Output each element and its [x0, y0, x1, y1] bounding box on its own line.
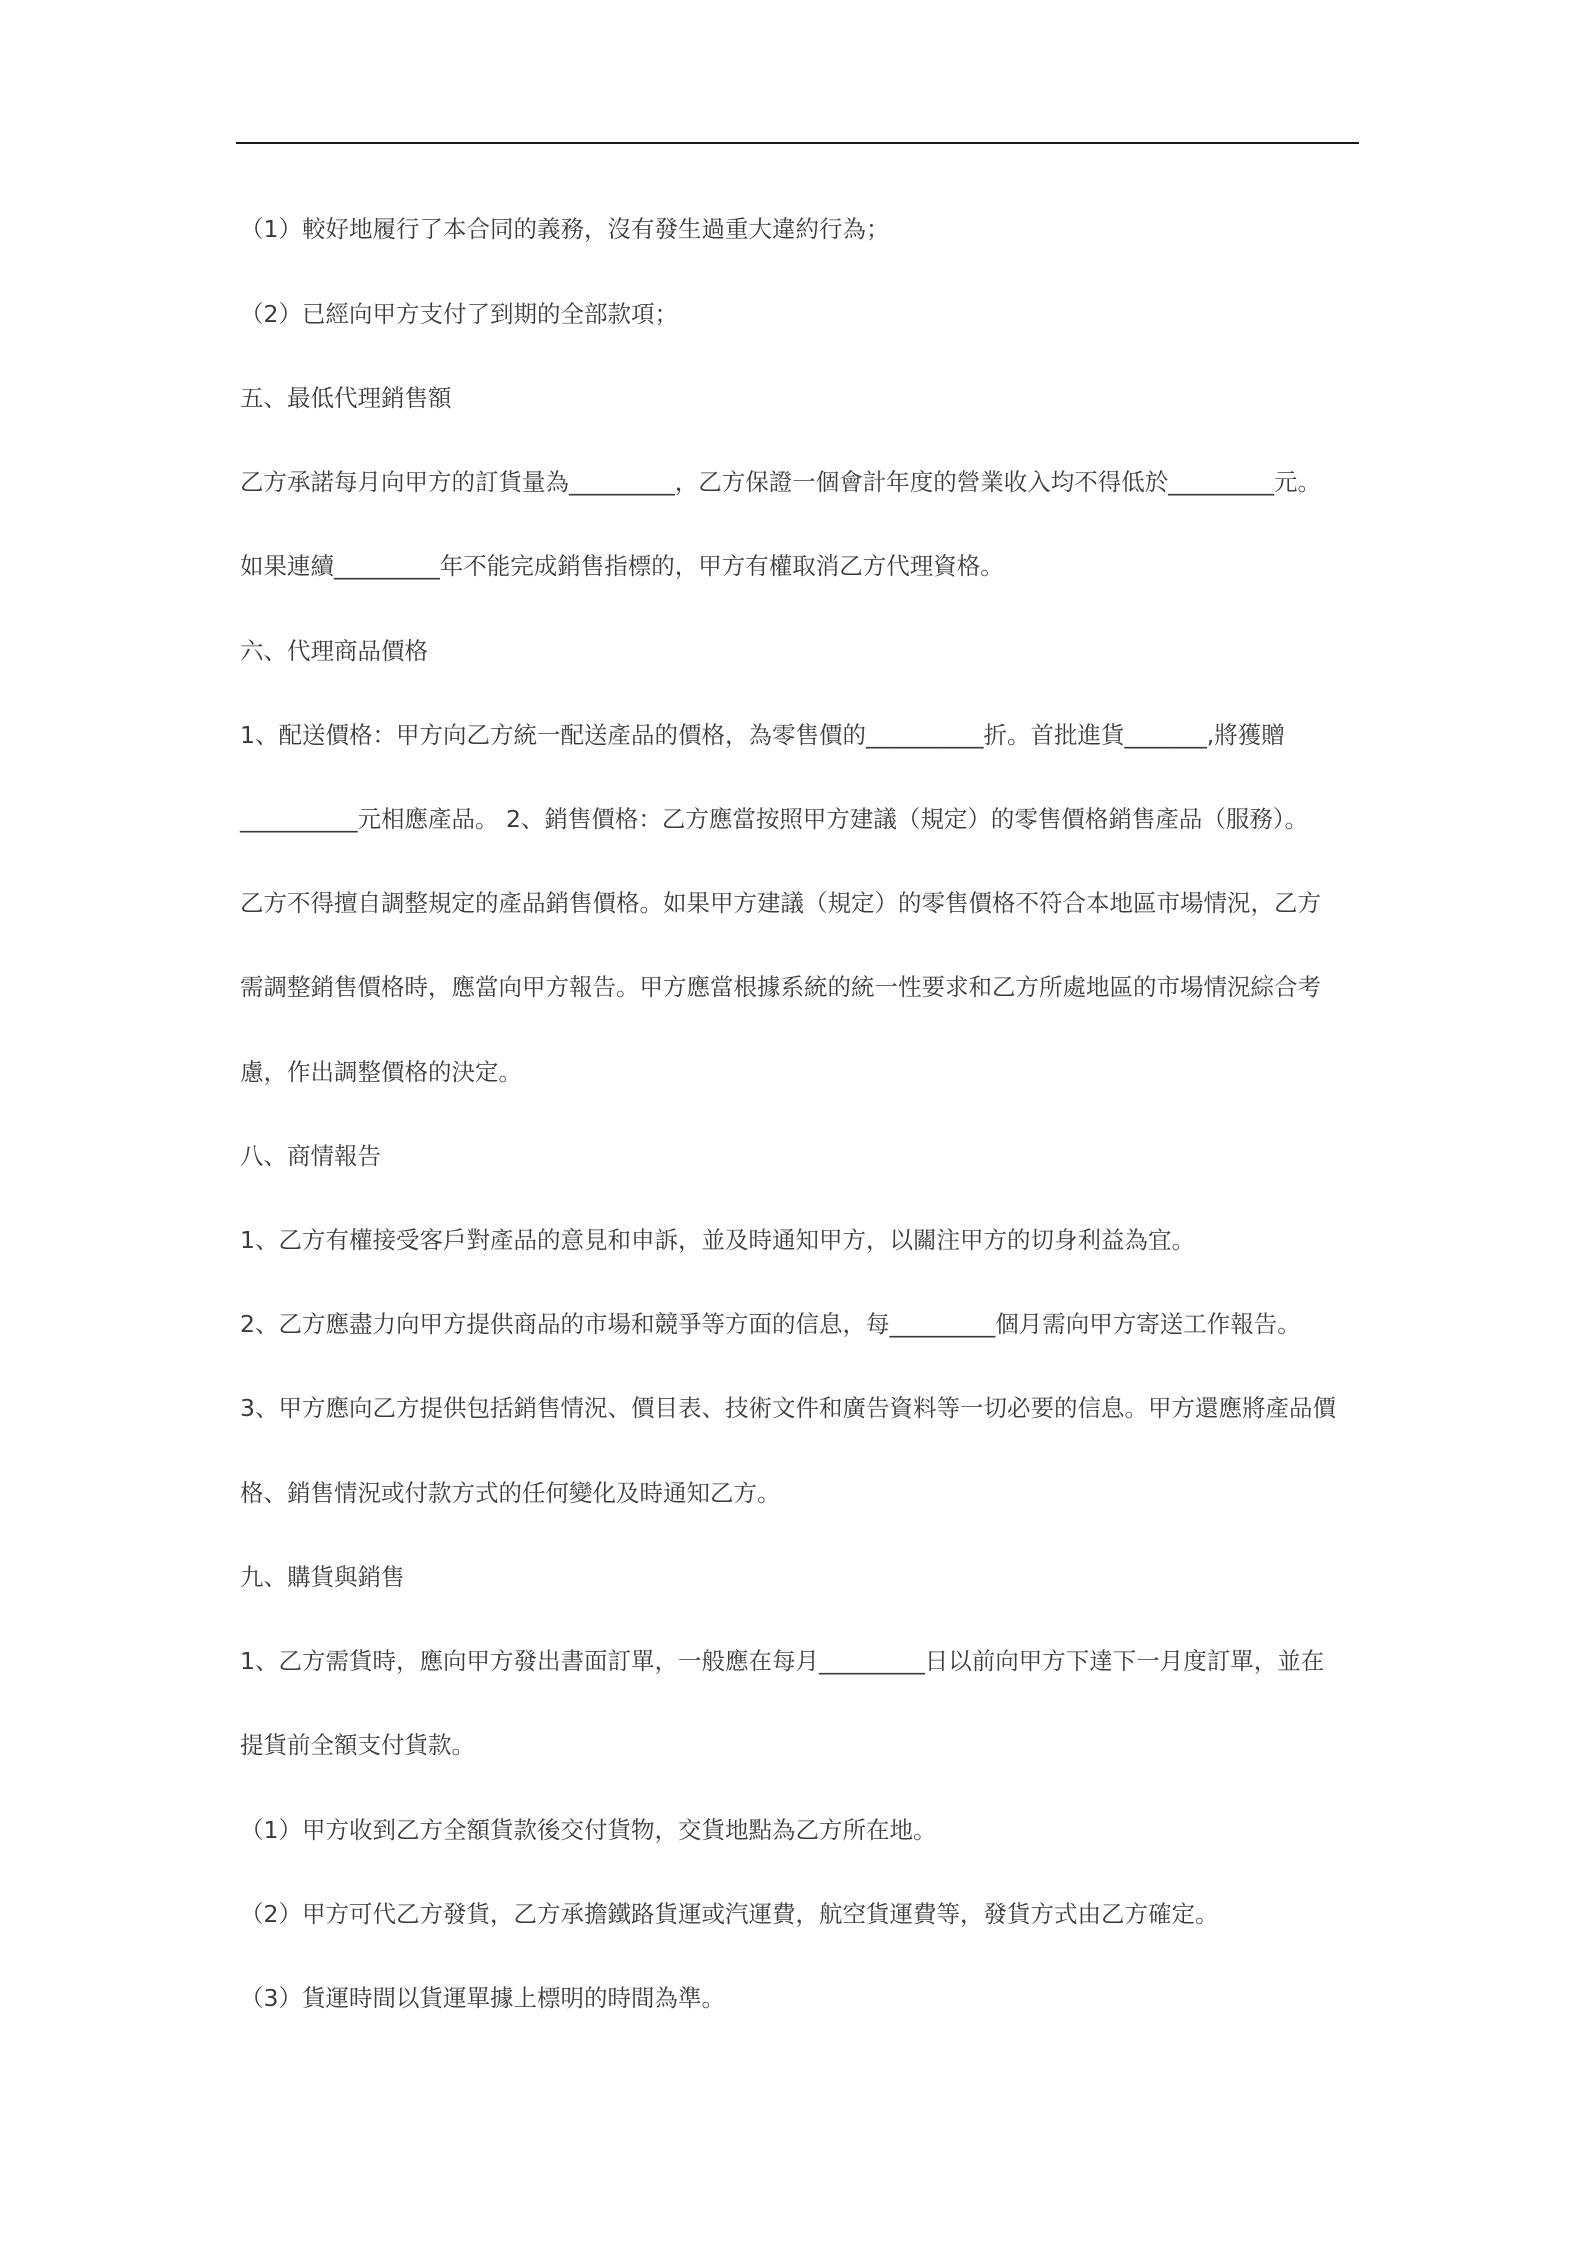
paragraph-line: 如果連續_________年不能完成銷售指標的，甲方有權取消乙方代理資格。: [240, 552, 1004, 580]
paragraph-line: 需調整銷售價格時，應當向甲方報告。甲方應當根據系統的統一性要求和乙方所處地區的市場情況綜合考: [240, 973, 1321, 1001]
paragraph-line: 慮，作出調整價格的決定。: [240, 1058, 522, 1086]
paragraph-line: 乙方不得擅自調整規定的產品銷售價格。如果甲方建議（規定）的零售價格不符合本地區市場情況，乙方: [240, 889, 1321, 917]
paragraph-line: 3、甲方應向乙方提供包括銷售情況、價目表、技術文件和廣告資料等一切必要的信息。甲方還應將產品價: [240, 1394, 1336, 1422]
paragraph-line: 1、配送價格：甲方向乙方統一配送產品的價格，為零售價的__________折。首批進貨_______,將獲贈: [240, 721, 1285, 749]
clause-item-1: （1）甲方收到乙方全額貨款後交付貨物，交貨地點為乙方所在地。: [240, 1816, 937, 1844]
paragraph-line: __________元相應產品。 2、銷售價格：乙方應當按照甲方建議（規定）的零售價格銷售產品（服務）。: [240, 805, 1309, 833]
section-heading-6: 六、代理商品價格: [240, 637, 428, 665]
paragraph-line: 1、乙方有權接受客戶對產品的意見和申訴，並及時通知甲方，以關注甲方的切身利益為宜。: [240, 1226, 1195, 1254]
paragraph-line: 1、乙方需貨時，應向甲方發出書面訂單，一般應在每月_________日以前向甲方下達下一月度訂單，並在: [240, 1647, 1325, 1675]
section-heading-8: 八、商情報告: [240, 1142, 381, 1170]
clause-item-2: （2）甲方可代乙方發貨，乙方承擔鐵路貨運或汽運費，航空貨運費等，發貨方式由乙方確定。: [240, 1900, 1219, 1928]
paragraph-line: 提貨前全額支付貨款。: [240, 1731, 475, 1759]
paragraph-line: 格、銷售情況或付款方式的任何變化及時通知乙方。: [240, 1479, 781, 1507]
clause-item-2: （2）已經向甲方支付了到期的全部款項；: [240, 300, 678, 328]
section-heading-5: 五、最低代理銷售額: [240, 384, 452, 412]
header-rule: [236, 142, 1359, 144]
clause-item-1: （1）較好地履行了本合同的義務，沒有發生過重大違約行為；: [240, 215, 890, 243]
paragraph-line: 2、乙方應盡力向甲方提供商品的市場和競爭等方面的信息，每_________個月需向甲方寄送工作報告。: [240, 1310, 1301, 1338]
section-heading-9: 九、購貨與銷售: [240, 1563, 405, 1591]
paragraph-line: 乙方承諾每月向甲方的訂貨量為_________，乙方保證一個會計年度的營業收入均不得低於_________元。: [240, 468, 1321, 496]
clause-item-3: （3）貨運時間以貨運單據上標明的時間為準。: [240, 1984, 725, 2012]
